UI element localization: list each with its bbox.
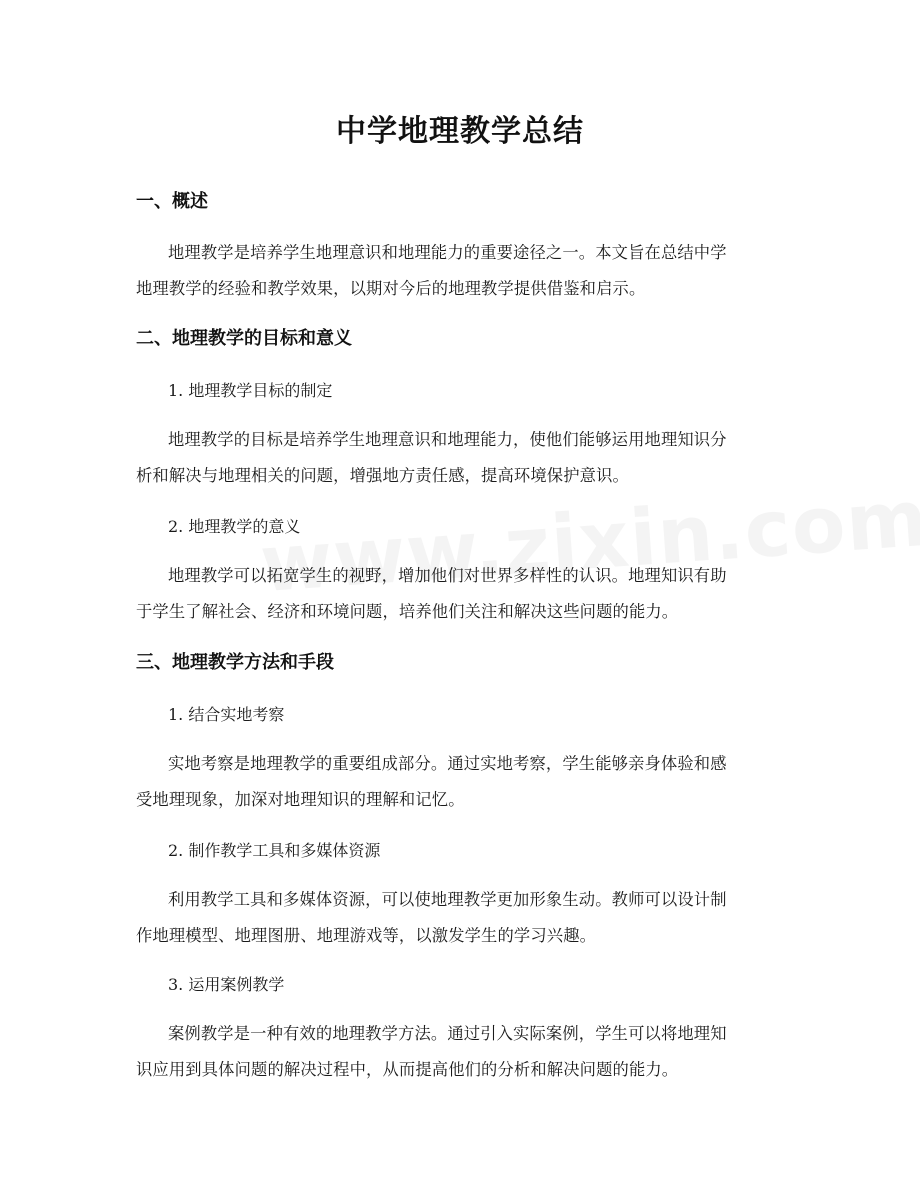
overview-paragraph (136, 235, 784, 307)
paragraph-line: 地理教学的目标是培养学生地理意识和地理能力，使他们能够运用地理知识分 (168, 430, 727, 449)
subheading-goal-setting: 1. 地理教学目标的制定 (168, 381, 333, 400)
paragraph-line: 于学生了解社会、经济和环境问题，培养他们关注和解决这些问题的能力。 (136, 602, 679, 621)
field-study-paragraph (136, 746, 784, 818)
paragraph-line: 地理教学可以拓宽学生的视野，增加他们对世界多样性的认识。地理知识有助 (168, 566, 727, 585)
paragraph-line: 案例教学是一种有效的地理教学方法。通过引入实际案例，学生可以将地理知 (168, 1024, 727, 1043)
goal-setting-paragraph (136, 422, 784, 494)
teaching-tools-paragraph (136, 882, 784, 954)
significance-paragraph (136, 558, 784, 630)
paragraph-line: 实地考察是地理教学的重要组成部分。通过实地考察，学生能够亲身体验和感 (168, 754, 727, 773)
subheading-teaching-tools: 2. 制作教学工具和多媒体资源 (168, 841, 381, 860)
paragraph-line: 作地理模型、地理图册、地理游戏等，以激发学生的学习兴趣。 (136, 926, 597, 945)
paragraph-line: 地理教学的经验和教学效果，以期对今后的地理教学提供借鉴和启示。 (136, 279, 646, 298)
case-teaching-paragraph (136, 1016, 784, 1088)
section-heading-methods: 三、地理教学方法和手段 (136, 652, 334, 673)
section-heading-goals: 二、地理教学的目标和意义 (136, 328, 352, 349)
subheading-significance: 2. 地理教学的意义 (168, 517, 301, 536)
paragraph-line: 地理教学是培养学生地理意识和地理能力的重要途径之一。本文旨在总结中学 (168, 243, 727, 262)
paragraph-line: 识应用到具体问题的解决过程中，从而提高他们的分析和解决问题的能力。 (136, 1060, 679, 1079)
paragraph-line: 利用教学工具和多媒体资源，可以使地理教学更加形象生动。教师可以设计制 (168, 890, 727, 909)
paragraph-line: 析和解决与地理相关的问题，增强地方责任感，提高环境保护意识。 (136, 466, 629, 485)
section-heading-overview: 一、概述 (136, 191, 208, 212)
subheading-case-teaching: 3. 运用案例教学 (168, 975, 285, 994)
document-title: 中学地理教学总结 (336, 114, 584, 149)
paragraph-line: 受地理现象，加深对地理知识的理解和记忆。 (136, 790, 465, 809)
subheading-field-study: 1. 结合实地考察 (168, 705, 285, 724)
